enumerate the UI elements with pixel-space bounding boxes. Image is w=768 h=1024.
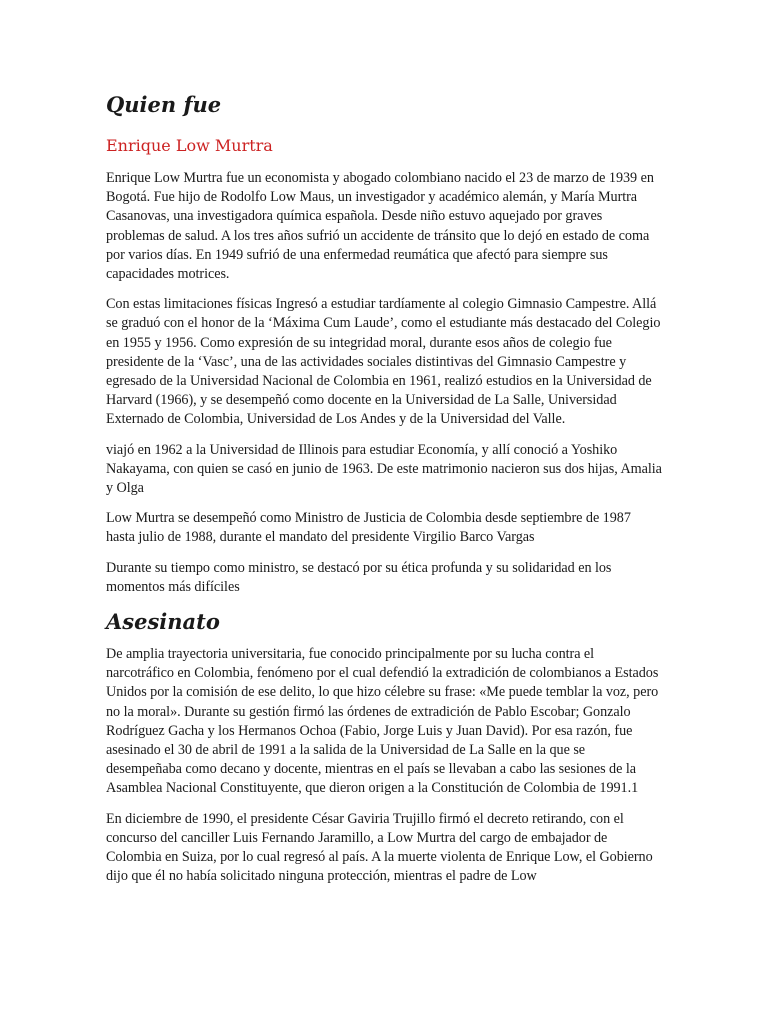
paragraph-biography-intro: Enrique Low Murtra fue un economista y abogado colombiano nacido el 23 de marzo de 1939 en Bogotá. Fue hijo de Rodolfo Low Maus, un investigador y académico alemán, y María Murtra Casanovas, una investigadora química española. Desde niño estuvo aquejado por graves problemas de salud. A los tres años sufrió un accidente de tránsito que lo dejó en estado de coma por varios días. En 1949 sufrió de una enfermedad reumática que afectó para siempre sus capacidades motrices. [106,170,654,283]
section-title-asesinato: Asesinato [106,609,220,635]
section-title-quien-fue: Quien fue [106,92,222,117]
paragraph-minister: Low Murtra se desempeñó como Ministro de Justicia de Colombia desde septiembre de 1987 hasta julio de 1988, durante el mandato del presidente Virgilio Barco Vargas [106,510,631,546]
paragraph-ethics: Durante su tiempo como ministro, se destacó por su ética profunda y su solidaridad en los momentos más difíciles [106,559,612,595]
document-page [106,88,662,898]
paragraph-illinois: viajó en 1962 a la Universidad de Illinois para estudiar Economía, y allí conoció a Yoshiko Nakayama, con quien se casó en junio de 1963. De este matrimonio nacieron sus dos hijas, Amalia y Olga [106,441,662,497]
paragraph-assassination: De amplia trayectoria universitaria, fue conocido principalmente por su lucha contra el narcotráfico en Colombia, fenómeno por el cual defendió la extradición de colombianos a Estados Unidos por la comisión de ese delito, lo que hizo célebre su frase: «Me puede temblar la voz, pero no la moral». Durante su gestión firmó las órdenes de extradición de Pablo Escobar; Gonzalo Rodríguez Gacha y los Hermanos Ochoa (Fabio, Jorge Luis y Juan David). Por esa razón, fue asesinado el 30 de abril de 1991 a la salida de la Universidad de La Salle en la que se desempeñaba como decano y docente, mientras en el país se llevaban a cabo las sesiones de la Asamblea Nacional Constituyente, que dieron origen a la Constitución de Colombia de 1991.1 [106,646,659,797]
paragraph-education: Con estas limitaciones físicas Ingresó a estudiar tardíamente al colegio Gimnasio Campestre. Allá se graduó con el honor de la ‘Máxima Cum Laude’, como el estudiante más destacado del Colegio en 1955 y 1956. Como expresión de su integridad moral, durante esos años de colegio fue presidente de la ‘Vasc’, una de las actividades sociales distintivas del Gimnasio Campestre y egresado de la Universidad Nacional de Colombia en 1961, realizó estudios en la Universidad de Harvard (1966), y se desempeñó como docente en la Universidad de La Salle, Universidad Externado de Colombia, Universidad de Los Andes y de la Universidad del Valle. [106,296,661,428]
person-name-subtitle: Enrique Low Murtra [106,136,273,155]
paragraph-embassy: En diciembre de 1990, el presidente César Gaviria Trujillo firmó el decreto retirando, con el concurso del canciller Luis Fernando Jaramillo, a Low Murtra del cargo de embajador de Colombia en Suiza, por lo cual regresó al país. A la muerte violenta de Enrique Low, el Gobierno dijo que él no había solicitado ninguna protección, mientras el padre de Low [106,810,653,885]
